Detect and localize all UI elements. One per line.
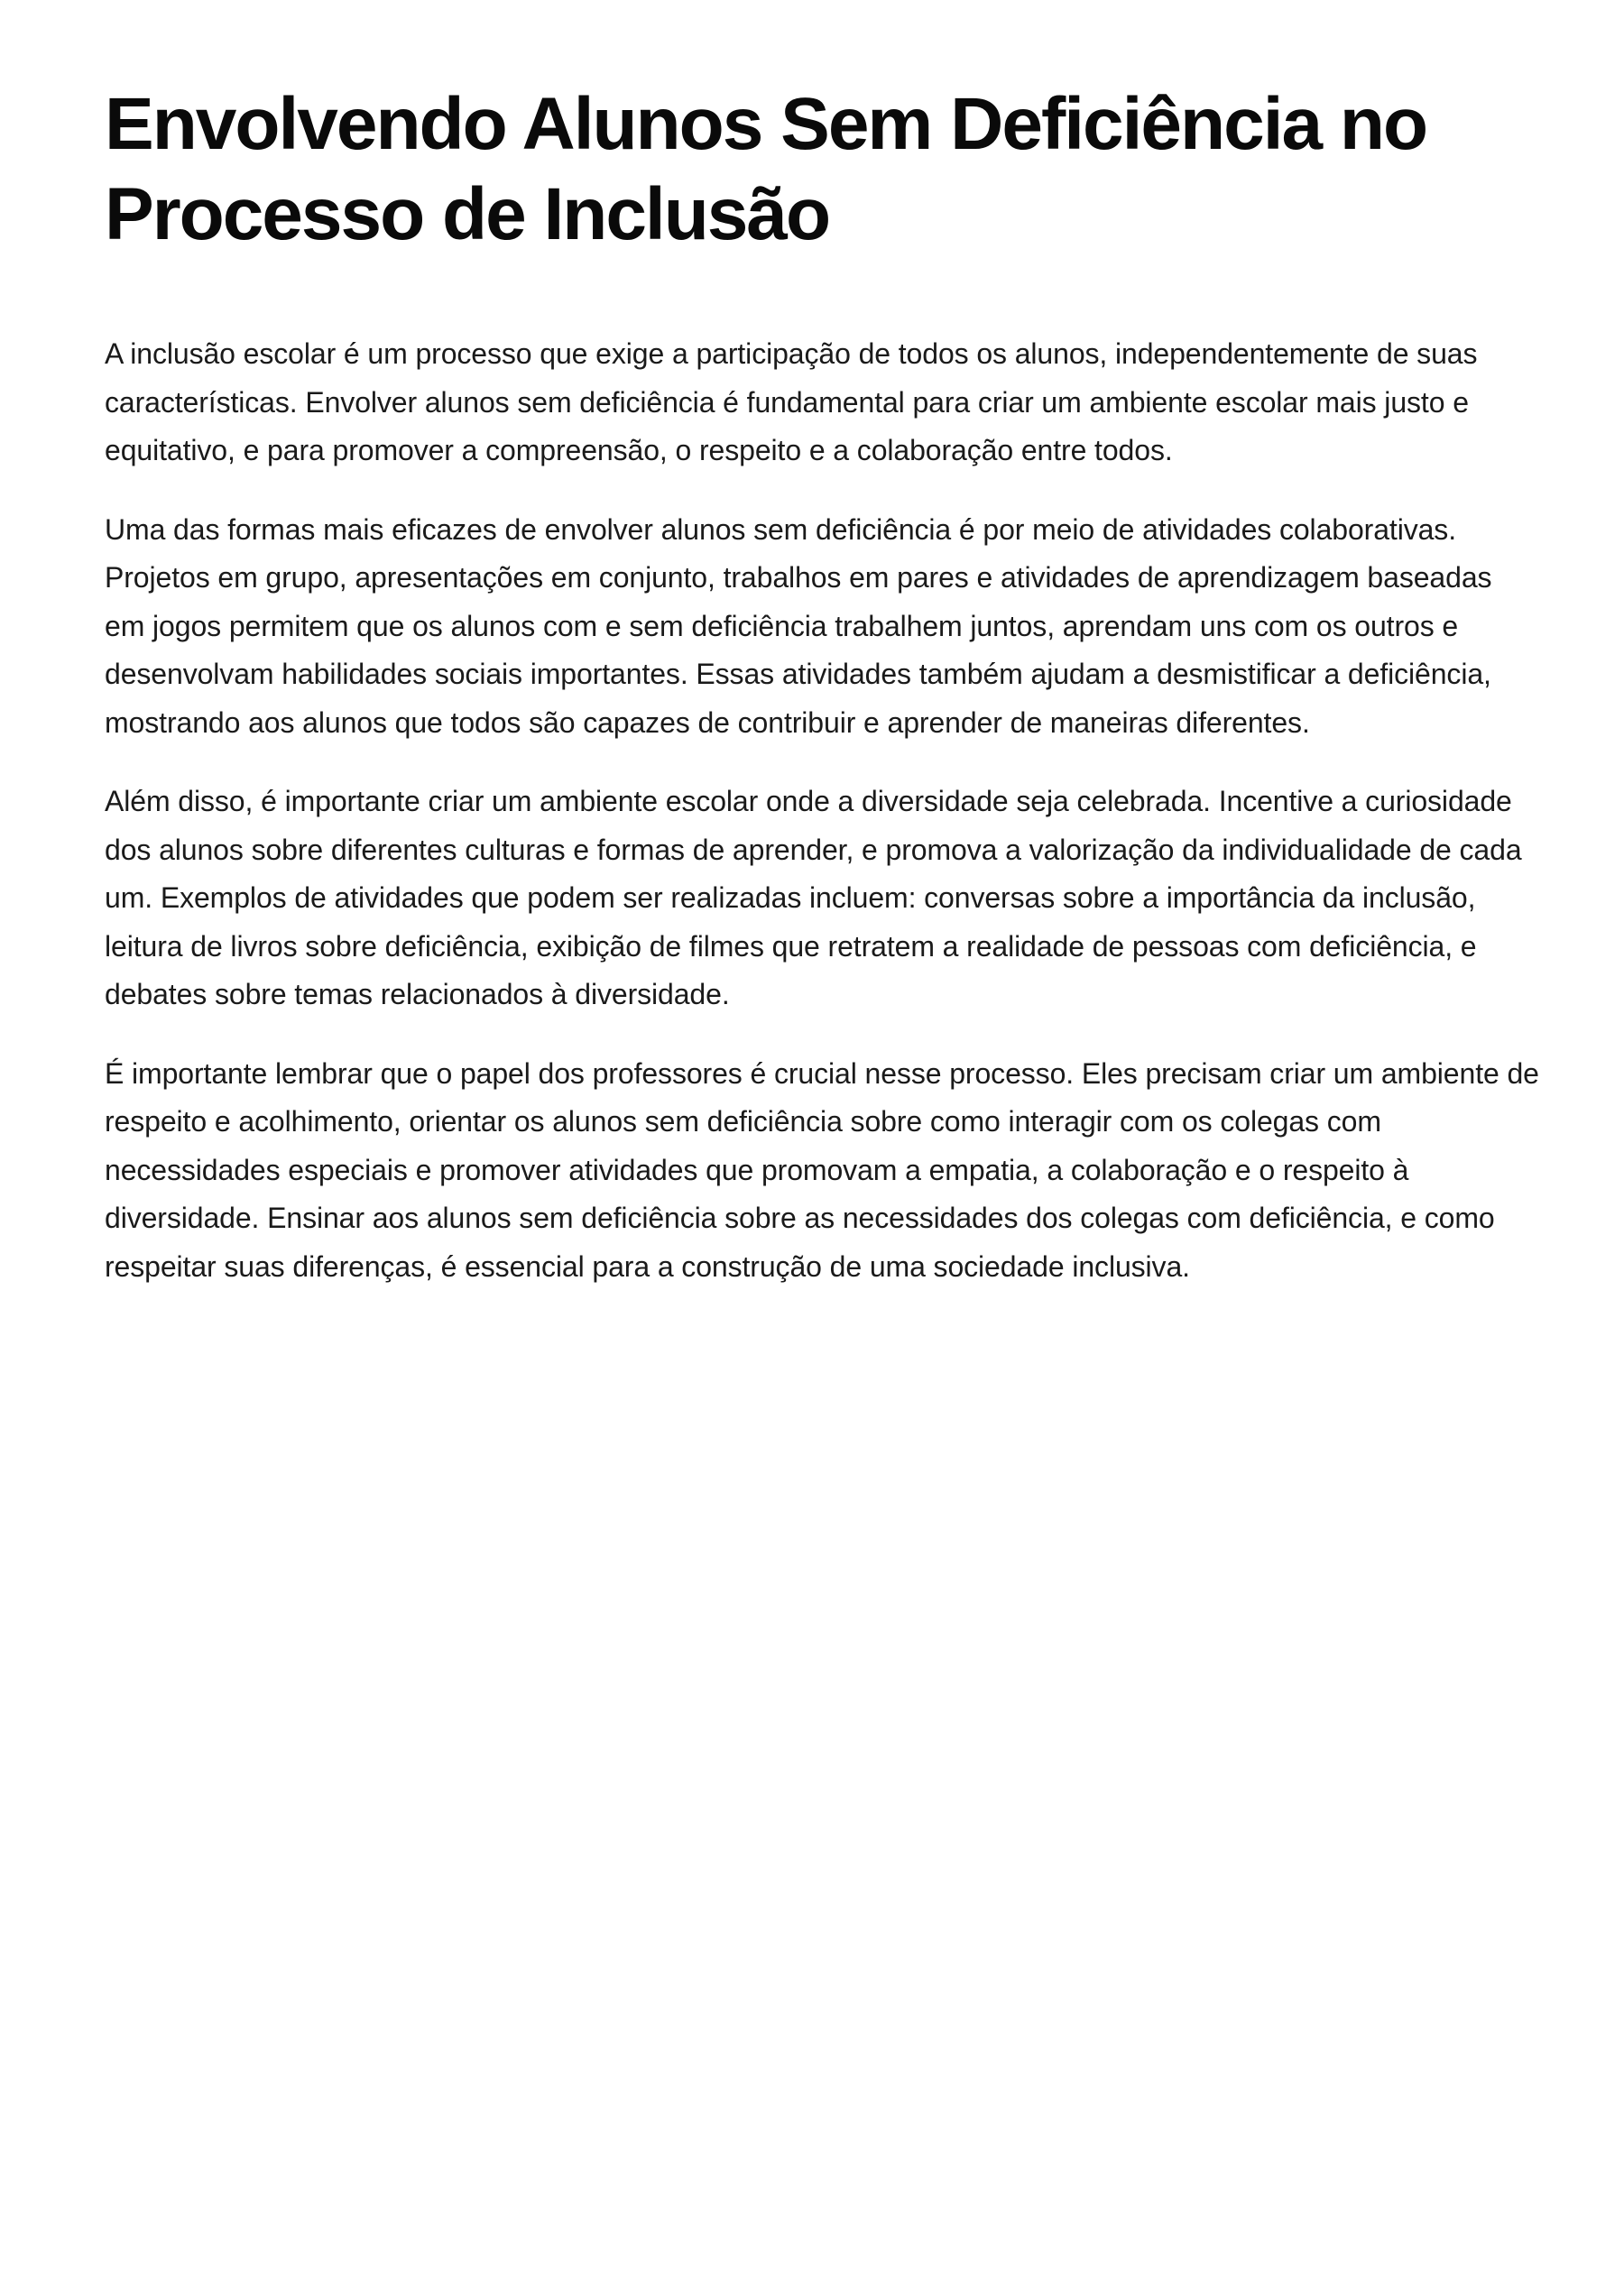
paragraph: Além disso, é importante criar um ambiente escolar onde a diversidade seja celebrada. Incentive a curiosidade dos alunos sobre diferentes culturas e formas de aprender, e promova a valorização da individualidade de cada um. Exemplos de atividades que podem ser realizadas incluem: conversas sobre a importância da inclusão, leitura de livros sobre deficiência, exibição de filmes que retratem a realidade de pessoas com deficiência, e debates sobre temas relacionados à diversidade.: [105, 785, 1522, 1010]
page-title: Envolvendo Alunos Sem Deficiência no Processo de Inclusão: [105, 83, 1427, 255]
paragraph: É importante lembrar que o papel dos professores é crucial nesse processo. Eles precisam criar um ambiente de respeito e acolhimento, orientar os alunos sem deficiência sobre como interagir com os colegas com necessidades especiais e promover atividades que promovam a empatia, a colaboração e o respeito à diversidade. Ensinar aos alunos sem deficiência sobre as necessidades dos colegas com deficiência, e como respeitar suas diferenças, é essencial para a construção de uma sociedade inclusiva.: [105, 1056, 1539, 1283]
paragraph: Uma das formas mais eficazes de envolver alunos sem deficiência é por meio de atividades colaborativas. Projetos em grupo, apresentações em conjunto, trabalhos em pares e atividades de aprendizagem baseadas em jogos permitem que os alunos com e sem deficiência trabalhem juntos, aprendam uns com os outros e desenvolvam habilidades sociais importantes. Essas atividades também ajudam a desmistificar a deficiência, mostrando aos alunos que todos são capazes de contribuir e aprender de maneiras diferentes.: [105, 512, 1492, 739]
paragraph: A inclusão escolar é um processo que exige a participação de todos os alunos, independentemente de suas características. Envolver alunos sem deficiência é fundamental para criar um ambiente escolar mais justo e equitativo, e para promover a compreensão, o respeito e a colaboração entre todos.: [105, 337, 1478, 466]
document-page: [105, 79, 1539, 1322]
